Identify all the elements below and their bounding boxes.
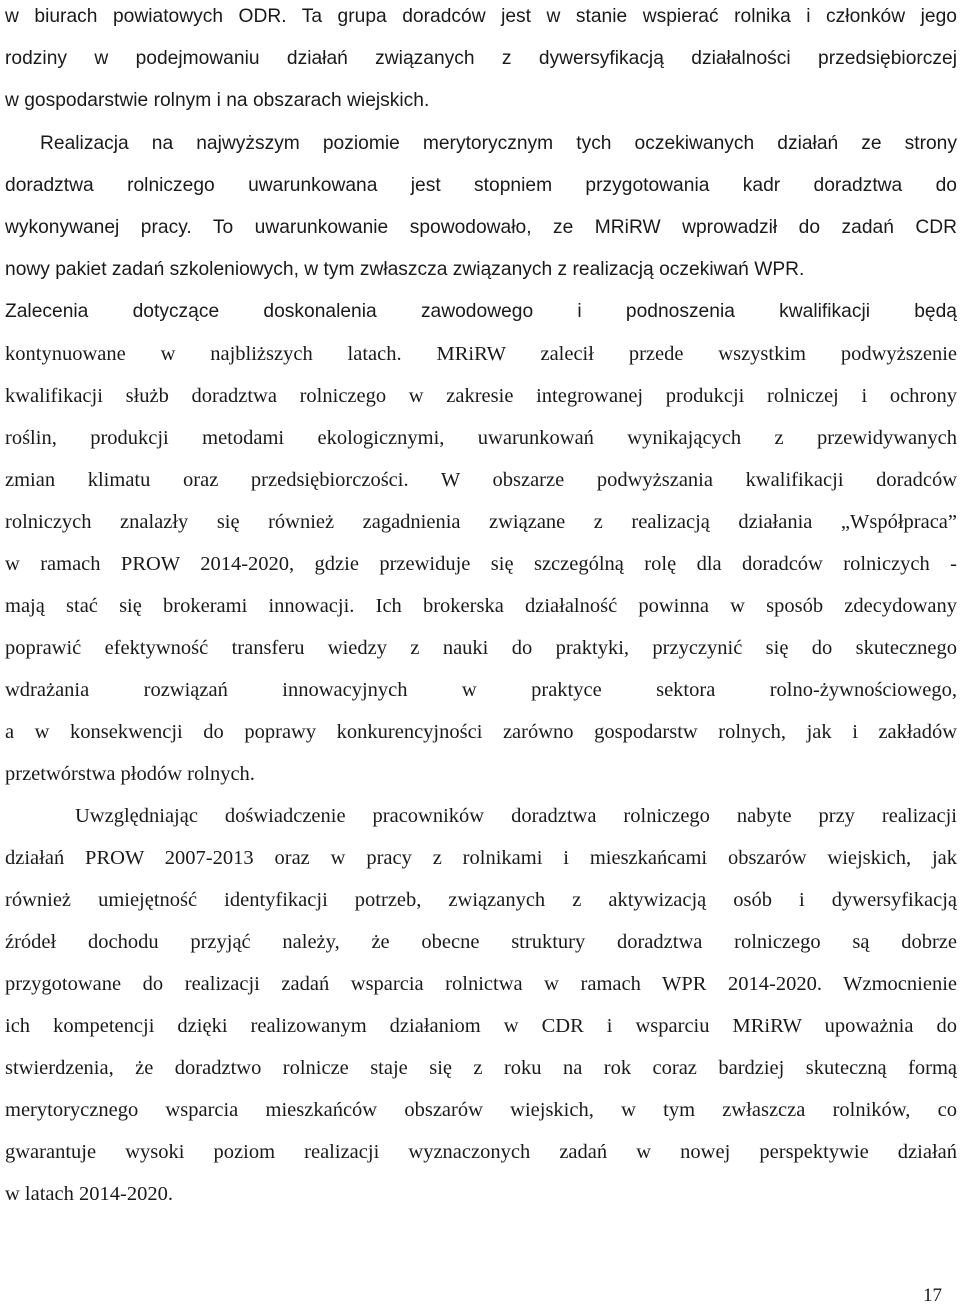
text-line: stwierdzenia, że doradztwo rolnicze staje się z roku na rok coraz bardziej skuteczną formą	[5, 1057, 957, 1079]
text-line: Uwzględniając doświadczenie pracowników doradztwa rolniczego nabyte przy realizacji	[75, 805, 957, 827]
text-line: ich kompetencji dzięki realizowanym działaniom w CDR i wsparciu MRiRW upoważnia do	[5, 1015, 957, 1037]
text-line: poprawić efektywność transferu wiedzy z nauki do praktyki, przyczynić się do skutecznego	[5, 637, 957, 659]
text-line: nowy pakiet zadań szkoleniowych, w tym zwłaszcza związanych z realizacją oczekiwań WPR.	[5, 259, 805, 280]
page-number: 17	[923, 1285, 942, 1306]
text-line: doradztwa rolniczego uwarunkowana jest stopniem przygotowania kadr doradztwa do	[5, 175, 957, 196]
text-line: w gospodarstwie rolnym i na obszarach wiejskich.	[5, 90, 430, 111]
text-line: działań PROW 2007-2013 oraz w pracy z rolnikami i mieszkańcami obszarów wiejskich, jak	[5, 847, 957, 869]
text-line: również umiejętność identyfikacji potrzeb, związanych z aktywizacją osób i dywersyfikacją	[5, 889, 957, 911]
text-line: Realizacja na najwyższym poziomie merytorycznym tych oczekiwanych działań ze strony	[40, 133, 957, 154]
text-line: kwalifikacji służb doradztwa rolniczego w zakresie integrowanej produkcji rolniczej i ochrony	[5, 385, 957, 407]
text-line: przygotowane do realizacji zadań wsparcia rolnictwa w ramach WPR 2014-2020. Wzmocnienie	[5, 973, 957, 995]
text-line: merytorycznego wsparcia mieszkańców obszarów wiejskich, w tym zwłaszcza rolników, co	[5, 1099, 957, 1121]
text-line: gwarantuje wysoki poziom realizacji wyznaczonych zadań w nowej perspektywie działań	[5, 1141, 957, 1163]
text-line: wykonywanej pracy. To uwarunkowanie spowodowało, ze MRiRW wprowadził do zadań CDR	[5, 217, 957, 238]
text-line: źródeł dochodu przyjąć należy, że obecne struktury doradztwa rolniczego są dobrze	[5, 931, 957, 953]
text-line: a w konsekwencji do poprawy konkurencyjności zarówno gospodarstw rolnych, jak i zakładów	[5, 721, 957, 743]
text-line: przetwórstwa płodów rolnych.	[5, 763, 255, 785]
text-line: Zalecenia dotyczące doskonalenia zawodowego i podnoszenia kwalifikacji będą	[5, 301, 957, 322]
text-line: kontynuowane w najbliższych latach. MRiRW zalecił przede wszystkim podwyższenie	[5, 343, 957, 365]
text-line: w latach 2014-2020.	[5, 1183, 173, 1205]
text-line: roślin, produkcji metodami ekologicznymi, uwarunkowań wynikających z przewidywanych	[5, 427, 957, 449]
text-line: w ramach PROW 2014-2020, gdzie przewiduje się szczególną rolę dla doradców rolniczych -	[5, 553, 957, 575]
text-line: rolniczych znalazły się również zagadnienia związane z realizacją działania „Współpraca”	[5, 511, 957, 533]
text-line: rodziny w podejmowaniu działań związanych z dywersyfikacją działalności przedsiębiorczej	[5, 48, 957, 69]
text-line: w biurach powiatowych ODR. Ta grupa doradców jest w stanie wspierać rolnika i członków jego	[5, 6, 957, 27]
text-line: zmian klimatu oraz przedsiębiorczości. W obszarze podwyższania kwalifikacji doradców	[5, 469, 957, 491]
text-line: mają stać się brokerami innowacji. Ich brokerska działalność powinna w sposób zdecydowany	[5, 595, 957, 617]
text-line: wdrażania rozwiązań innowacyjnych w praktyce sektora rolno-żywnościowego,	[5, 679, 957, 701]
